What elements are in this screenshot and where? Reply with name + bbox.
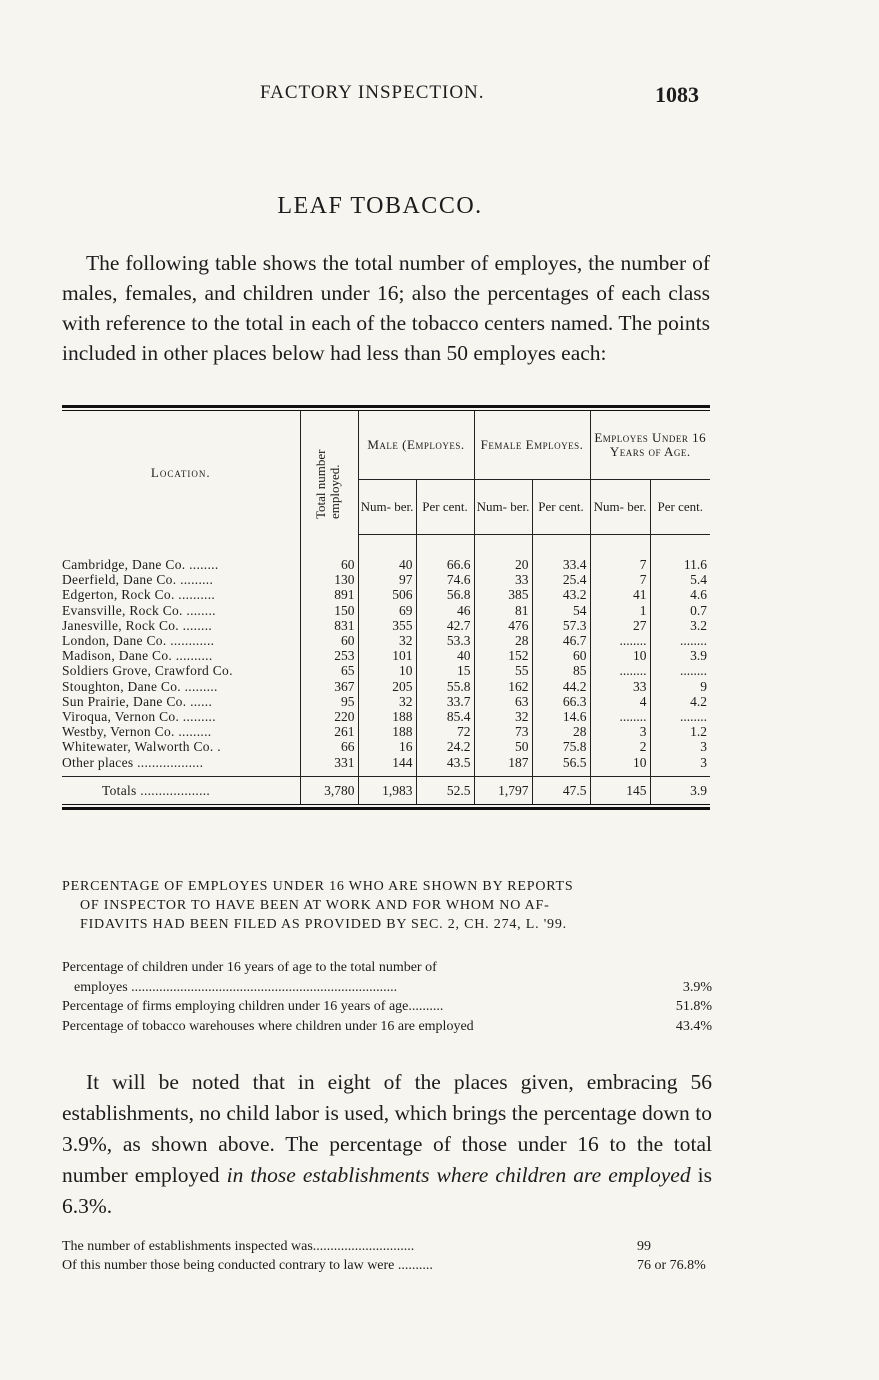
row-male-percent: 40 — [416, 648, 474, 663]
row-male-number: 355 — [358, 618, 416, 633]
row-total: 331 — [300, 755, 358, 777]
row-male-number: 32 — [358, 694, 416, 709]
row-female-percent: 43.2 — [532, 587, 590, 602]
table-row — [62, 587, 710, 602]
row-male-percent: 72 — [416, 724, 474, 739]
totals-female-percent: 47.5 — [532, 776, 590, 804]
percentage-title-line-2: OF INSPECTOR TO HAVE BEEN AT WORK AND FOR WHOM NO AF- — [80, 898, 550, 913]
table-row — [62, 724, 710, 739]
row-male-percent: 66.6 — [416, 557, 474, 572]
row-under16-percent: 0.7 — [650, 603, 710, 618]
row-under16-percent: 3.9 — [650, 648, 710, 663]
under16-percent-header: Per cent. — [650, 480, 710, 535]
row-male-number: 10 — [358, 663, 416, 678]
row-location: Stoughton, Dane Co. ......... — [62, 678, 218, 694]
totals-label: Totals ................... — [62, 776, 300, 804]
row-location: Westby, Vernon Co. ......... — [62, 724, 212, 740]
row-under16-percent: 4.6 — [650, 587, 710, 602]
row-location: Evansville, Rock Co. ........ — [62, 602, 216, 618]
establishments-item — [62, 1256, 712, 1275]
row-male-number: 506 — [358, 587, 416, 602]
row-under16-number: 33 — [590, 679, 650, 694]
row-under16-number: 41 — [590, 587, 650, 602]
row-total: 367 — [300, 679, 358, 694]
percentage-item-label: Percentage of firms employing children under 16 years of age.......... — [62, 999, 444, 1014]
row-male-number: 32 — [358, 633, 416, 648]
row-total: 60 — [300, 633, 358, 648]
totals-total: 3,780 — [300, 776, 358, 804]
table-header-row-1 — [62, 411, 710, 480]
row-female-percent: 57.3 — [532, 618, 590, 633]
row-female-number: 385 — [474, 587, 532, 602]
percentage-title-line-3: FIDAVITS HAD BEEN FILED AS PROVIDED BY SEC. 2, CH. 274, L. '99. — [80, 917, 567, 932]
row-female-percent: 25.4 — [532, 572, 590, 587]
male-percent-header: Per cent. — [416, 480, 474, 535]
row-under16-percent: 3 — [650, 755, 710, 777]
row-female-number: 20 — [474, 557, 532, 572]
table-row — [62, 633, 710, 648]
totals-under16-percent: 3.9 — [650, 776, 710, 804]
row-female-percent: 28 — [532, 724, 590, 739]
totals-row — [62, 776, 710, 804]
row-total: 65 — [300, 663, 358, 678]
row-female-percent: 54 — [532, 603, 590, 618]
establishments-item-value: 99 — [637, 1239, 651, 1254]
percentage-item-label: Percentage of tobacco warehouses where children under 16 are employed — [62, 1018, 474, 1034]
row-male-number: 101 — [358, 648, 416, 663]
totals-female-number: 1,797 — [474, 776, 532, 804]
female-header: Female Employes. — [474, 411, 590, 480]
row-location: Janesville, Rock Co. ........ — [62, 617, 213, 633]
row-female-percent: 33.4 — [532, 557, 590, 572]
totals-under16-number: 145 — [590, 776, 650, 804]
under16-header: Employes Under 16 Years of Age. — [590, 411, 710, 480]
establishments-item-label: The number of establishments inspected was............................. — [62, 1239, 415, 1254]
closing-paragraph — [62, 1067, 712, 1222]
row-total: 150 — [300, 603, 358, 618]
row-under16-number: 10 — [590, 755, 650, 777]
row-under16-number: ........ — [590, 709, 650, 724]
row-female-number: 187 — [474, 755, 532, 777]
percentage-title-line-1: PERCENTAGE OF EMPLOYES UNDER 16 WHO ARE SHOWN BY REPORTS — [62, 879, 574, 894]
row-male-percent: 85.4 — [416, 709, 474, 724]
row-total: 831 — [300, 618, 358, 633]
row-female-percent: 75.8 — [532, 739, 590, 754]
row-under16-number: 27 — [590, 618, 650, 633]
row-under16-number: 1 — [590, 603, 650, 618]
row-male-percent: 53.3 — [416, 633, 474, 648]
page-number: 1083 — [655, 82, 699, 107]
row-male-percent: 15 — [416, 663, 474, 678]
row-under16-number: 7 — [590, 572, 650, 587]
table-row — [62, 679, 710, 694]
table-row — [62, 648, 710, 663]
table-row — [62, 572, 710, 587]
row-location: Madison, Dane Co. .......... — [62, 648, 213, 664]
table-row — [62, 618, 710, 633]
row-under16-number: 7 — [590, 557, 650, 572]
row-location: Viroqua, Vernon Co. ......... — [62, 709, 216, 725]
row-female-percent: 66.3 — [532, 694, 590, 709]
row-male-number: 188 — [358, 724, 416, 739]
percentage-item-label: Percentage of children under 16 years of age to the total number of — [62, 960, 437, 975]
percentage-item-value: 3.9% — [682, 979, 712, 995]
row-female-number: 50 — [474, 739, 532, 754]
row-male-percent: 46 — [416, 603, 474, 618]
row-male-percent: 74.6 — [416, 572, 474, 587]
row-female-percent: 85 — [532, 663, 590, 678]
totals-male-number: 1,983 — [358, 776, 416, 804]
row-male-percent: 55.8 — [416, 679, 474, 694]
row-female-percent: 46.7 — [532, 633, 590, 648]
row-under16-number: 10 — [590, 648, 650, 663]
table-spacer-row — [62, 535, 710, 558]
row-under16-percent: 3 — [650, 739, 710, 754]
percentage-item-value: 43.4% — [675, 1018, 712, 1034]
table-row — [62, 603, 710, 618]
table-bottom-rule — [62, 804, 710, 810]
row-male-number: 69 — [358, 603, 416, 618]
table-row — [62, 694, 710, 709]
employes-table-container — [62, 405, 710, 810]
table-row — [62, 663, 710, 678]
running-title: FACTORY INSPECTION. — [260, 82, 485, 103]
row-female-number: 73 — [474, 724, 532, 739]
percentage-item — [62, 1017, 712, 1037]
row-female-number: 63 — [474, 694, 532, 709]
intro-paragraph — [62, 248, 710, 368]
location-header: Location. — [150, 464, 211, 480]
page-header — [0, 80, 879, 110]
female-percent-header: Per cent. — [532, 480, 590, 535]
female-number-header: Num- ber. — [474, 480, 532, 535]
establishments-list — [62, 1237, 712, 1275]
row-location: Sun Prairie, Dane Co. ...... — [62, 693, 213, 709]
under16-number-header: Num- ber. — [590, 480, 650, 535]
row-location: Soldiers Grove, Crawford Co. — [62, 663, 233, 679]
totals-male-percent: 52.5 — [416, 776, 474, 804]
row-male-number: 16 — [358, 739, 416, 754]
closing-text-italic: in those establishments where children are employed — [226, 1163, 691, 1187]
closing-text-end: is 6.3%. — [62, 1163, 712, 1218]
row-under16-percent: 3.2 — [650, 618, 710, 633]
table-totals — [62, 776, 710, 804]
table-row — [62, 739, 710, 754]
row-under16-number: ........ — [590, 633, 650, 648]
row-male-number: 144 — [358, 755, 416, 777]
row-female-number: 81 — [474, 603, 532, 618]
male-header: Male (Employes. — [358, 411, 474, 480]
row-under16-percent: ........ — [650, 633, 710, 648]
row-under16-number: 4 — [590, 694, 650, 709]
row-under16-percent: 9 — [650, 679, 710, 694]
table-row — [62, 755, 710, 777]
row-total: 253 — [300, 648, 358, 663]
intro-text: The following table shows the total number of employes, the number of males, females, and children under 16; also the percentages of each class with reference to the total in each of the tobacco centers named. The points included in other places below had less than 50 employes each: — [62, 251, 710, 365]
row-under16-percent: ........ — [650, 709, 710, 724]
percentage-item — [62, 978, 712, 998]
row-female-number: 162 — [474, 679, 532, 694]
row-male-number: 40 — [358, 557, 416, 572]
row-under16-number: ........ — [590, 663, 650, 678]
percentage-item-label: employes ............................................................................ — [74, 979, 398, 995]
row-female-number: 55 — [474, 663, 532, 678]
row-female-number: 28 — [474, 633, 532, 648]
row-male-number: 188 — [358, 709, 416, 724]
percentage-item — [62, 997, 712, 1017]
percentage-section-title — [62, 877, 712, 934]
row-total: 220 — [300, 709, 358, 724]
row-male-percent: 42.7 — [416, 618, 474, 633]
establishments-item-value: 76 or 76.8% — [637, 1258, 706, 1273]
section-title: LEAF TOBACCO. — [277, 193, 483, 219]
row-male-number: 205 — [358, 679, 416, 694]
row-under16-percent: 11.6 — [650, 557, 710, 572]
table-row — [62, 709, 710, 724]
establishments-item-label: Of this number those being conducted contrary to law were .......... — [62, 1258, 433, 1273]
row-total: 261 — [300, 724, 358, 739]
row-location: London, Dane Co. ............ — [62, 633, 215, 649]
row-male-percent: 43.5 — [416, 755, 474, 777]
percentage-item — [62, 958, 712, 978]
male-number-header: Num- ber. — [358, 480, 416, 535]
row-total: 66 — [300, 739, 358, 754]
row-male-percent: 33.7 — [416, 694, 474, 709]
row-male-percent: 56.8 — [416, 587, 474, 602]
row-female-percent: 44.2 — [532, 679, 590, 694]
row-under16-percent: 4.2 — [650, 694, 710, 709]
row-total: 891 — [300, 587, 358, 602]
employes-table — [62, 411, 710, 804]
row-under16-percent: 5.4 — [650, 572, 710, 587]
row-male-percent: 24.2 — [416, 739, 474, 754]
percentage-item-value: 51.8% — [675, 999, 712, 1014]
row-female-percent: 56.5 — [532, 755, 590, 777]
row-female-number: 152 — [474, 648, 532, 663]
row-under16-percent: ........ — [650, 663, 710, 678]
closing-text-start: It will be noted that in eight of the places given, embracing 56 establishments, no child labor is used, which brings the percentage down to 3.9%, as shown above. The percentage of those under 16 to the total number employed — [62, 1070, 712, 1187]
total-employed-label: Total number employed. — [313, 449, 342, 520]
row-location: Cambridge, Dane Co. ........ — [62, 557, 219, 572]
row-female-number: 476 — [474, 618, 532, 633]
row-total: 130 — [300, 572, 358, 587]
total-employed-header — [300, 411, 358, 535]
table-body — [62, 535, 710, 777]
row-under16-number: 2 — [590, 739, 650, 754]
row-female-number: 33 — [474, 572, 532, 587]
row-under16-percent: 1.2 — [650, 724, 710, 739]
row-female-percent: 14.6 — [532, 709, 590, 724]
row-total: 60 — [300, 557, 358, 572]
row-female-number: 32 — [474, 709, 532, 724]
row-female-percent: 60 — [532, 648, 590, 663]
row-location: Whitewater, Walworth Co. . — [62, 739, 221, 755]
row-location: Deerfield, Dane Co. ......... — [62, 572, 214, 588]
percentage-list — [62, 958, 712, 1036]
row-total: 95 — [300, 694, 358, 709]
row-location: Edgerton, Rock Co. .......... — [62, 587, 216, 603]
row-male-number: 97 — [358, 572, 416, 587]
row-under16-number: 3 — [590, 724, 650, 739]
closing-text — [62, 1067, 712, 1222]
row-location: Other places .................. — [62, 754, 204, 770]
establishments-item — [62, 1237, 712, 1256]
table-row — [62, 557, 710, 572]
